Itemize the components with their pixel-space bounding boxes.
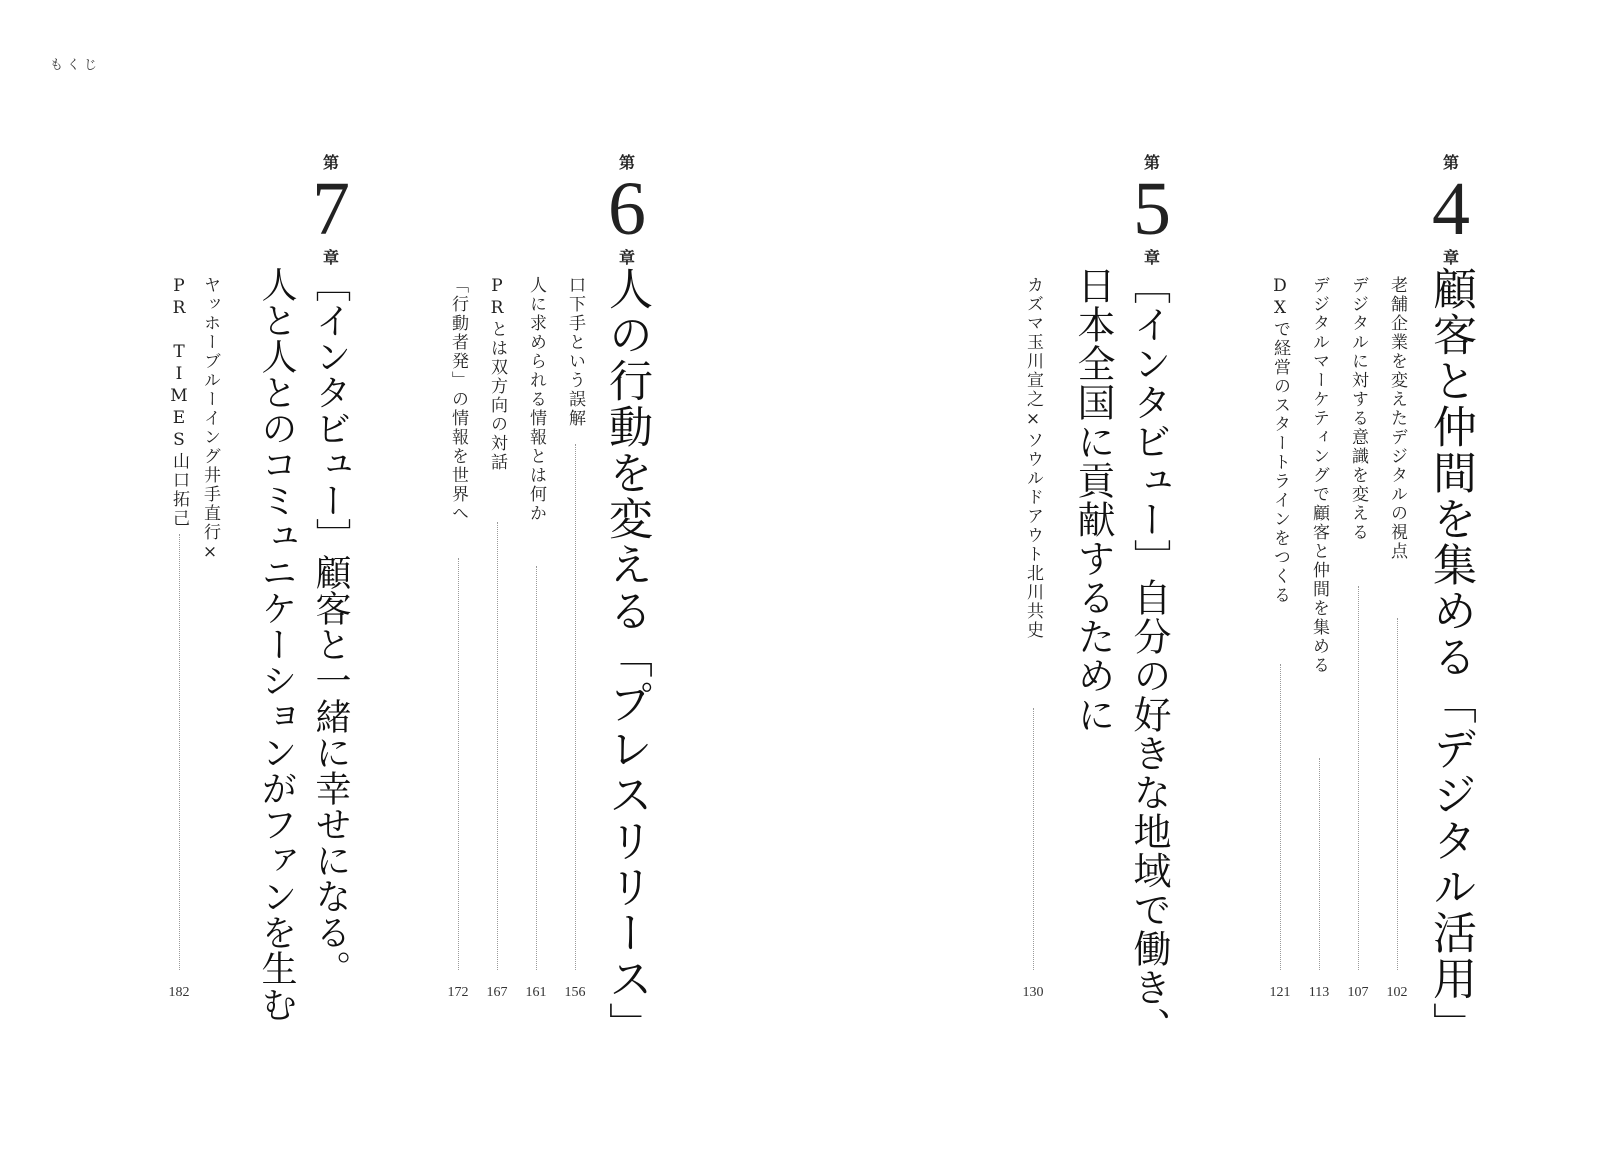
chapter-7-mark — [301, 150, 361, 268]
toc-entry-label[interactable]: デジタルマーケティングで顧客と仲間を集める — [1309, 276, 1329, 675]
toc-leader-dots — [1358, 586, 1359, 970]
chapter-prefix: 第 — [322, 153, 339, 172]
toc-leader-dots — [575, 444, 576, 970]
chapter-5-title-line-1: ［インタビュー］自分の好きな地域で働き、 — [1127, 266, 1171, 1046]
chapter-4-mark — [1421, 150, 1481, 268]
chapter-6-title: 人の行動を変える「プレスリリース」 — [601, 266, 652, 1048]
toc-page-number[interactable]: 156 — [564, 985, 586, 1000]
toc-entry-label-line-1[interactable]: ヤッホーブルーイング井手直行× — [200, 276, 220, 564]
toc-entry-label[interactable]: カズマ玉川宣之×ソウルドアウト北川共史 — [1023, 276, 1043, 640]
chapter-suffix: 章 — [1143, 248, 1160, 267]
toc-leader-dots — [497, 522, 498, 970]
chapter-suffix: 章 — [618, 248, 635, 267]
toc-entry-label[interactable]: 口下手という誤解 — [565, 276, 585, 428]
page-header-label: もくじ — [50, 58, 102, 73]
toc-leader-dots — [1033, 708, 1034, 970]
chapter-number: 4 — [1432, 167, 1470, 251]
chapter-7-title-line-1: ［インタビュー］顧客と一緒に幸せになる。 — [310, 266, 351, 986]
chapter-suffix: 章 — [1442, 248, 1459, 267]
chapter-prefix: 第 — [1442, 153, 1459, 172]
toc-leader-dots — [1280, 664, 1281, 970]
toc-entry-label[interactable]: 「行動者発」の情報を世界へ — [448, 276, 468, 523]
toc-leader-dots — [179, 534, 180, 970]
chapter-7-title-line-2: 人と人とのコミュニケーションがファンを生む — [256, 266, 297, 1022]
toc-page-number[interactable]: 172 — [447, 985, 469, 1000]
toc-page-number[interactable]: 113 — [1308, 985, 1330, 1000]
chapter-prefix: 第 — [1143, 153, 1160, 172]
toc-leader-dots — [536, 566, 537, 970]
chapter-suffix: 章 — [322, 248, 339, 267]
toc-page-number[interactable]: 167 — [486, 985, 508, 1000]
chapter-number: 6 — [608, 167, 646, 251]
chapter-number: 5 — [1133, 167, 1171, 251]
toc-entry-label[interactable]: DXで経営のスタートラインをつくる — [1270, 276, 1290, 605]
toc-page-number[interactable]: 130 — [1022, 985, 1044, 1000]
toc-leader-dots — [1397, 618, 1398, 970]
toc-page-number[interactable]: 102 — [1386, 985, 1408, 1000]
toc-leader-dots — [1319, 758, 1320, 970]
toc-entry-label-line-2[interactable]: PR TIMES山口拓己 — [169, 276, 189, 528]
toc-page-number[interactable]: 121 — [1269, 985, 1291, 1000]
toc-page-number[interactable]: 182 — [168, 985, 190, 1000]
chapter-6-mark — [597, 150, 657, 268]
toc-page-number[interactable]: 161 — [525, 985, 547, 1000]
toc-entry-label[interactable]: 老舗企業を変えたデジタルの視点 — [1387, 276, 1407, 561]
chapter-5-mark — [1122, 150, 1182, 268]
toc-leader-dots — [458, 558, 459, 970]
toc-entry-label[interactable]: 人に求められる情報とは何か — [526, 276, 546, 523]
toc-entry-label[interactable]: デジタルに対する意識を変える — [1348, 276, 1368, 542]
toc-page-number[interactable]: 107 — [1347, 985, 1369, 1000]
chapter-number: 7 — [312, 167, 350, 251]
chapter-4-title: 顧客と仲間を集める「デジタル活用」 — [1425, 266, 1476, 1048]
chapter-5-title-line-2: 日本全国に貢献するために — [1071, 266, 1115, 734]
chapter-prefix: 第 — [618, 153, 635, 172]
toc-entry-label[interactable]: PRとは双方向の対話 — [487, 276, 507, 472]
